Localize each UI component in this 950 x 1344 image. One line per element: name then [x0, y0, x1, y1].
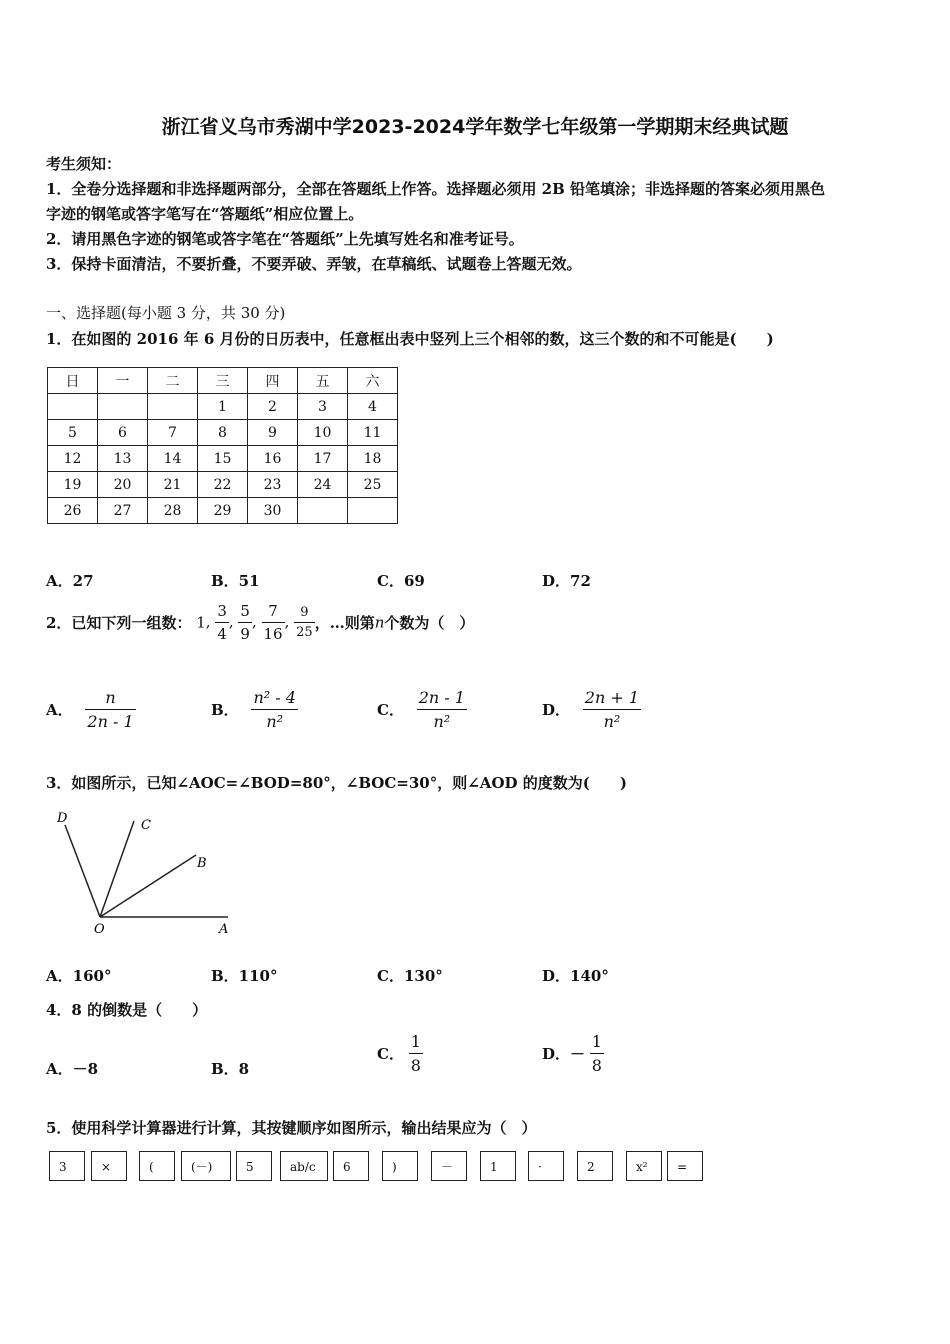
label-d: D — [57, 811, 68, 826]
calendar-cell: 2 — [248, 394, 298, 420]
calc-key: (－) — [181, 1151, 231, 1181]
calendar-table — [47, 367, 398, 524]
q2-option-b — [211, 688, 298, 731]
calendar-cell: 10 — [298, 420, 348, 446]
label-o: O — [94, 922, 105, 937]
notice-heading: 考生须知： — [46, 155, 122, 173]
calendar-cell — [348, 498, 398, 524]
calendar-header: 日 — [48, 368, 98, 394]
calc-key: 2 — [577, 1151, 613, 1181]
calendar-cell: 26 — [48, 498, 98, 524]
numerator: 1 — [410, 1032, 421, 1051]
q2-option-d — [542, 688, 641, 731]
calendar-cell: 29 — [198, 498, 248, 524]
numerator: n² - 4 — [253, 688, 296, 707]
calc-key: 6 — [333, 1151, 369, 1181]
calc-key: × — [91, 1151, 127, 1181]
notice-item: 2．请用黑色字迹的钢笔或答字笔在“答题纸”上先填写姓名和准考证号。 — [46, 230, 524, 248]
numerator: 1 — [591, 1032, 602, 1051]
q2-stem: 2．已知下列一组数： 1, $\frac{3}{4}$ , $\frac{5}{9}$ , $\frac{7}{16}$ , $\frac{9}{25}$ ，…则第n个数为（ ） — [46, 602, 475, 643]
calendar-cell: 18 — [348, 446, 398, 472]
label-b: B — [197, 856, 207, 871]
calendar-cell: 17 — [298, 446, 348, 472]
calc-key: ab/c — [280, 1151, 328, 1181]
calendar-cell: 4 — [348, 394, 398, 420]
calendar-cell: 14 — [148, 446, 198, 472]
option-label: C． — [377, 1045, 404, 1063]
option-fraction — [409, 1032, 423, 1075]
q2-first: 1 — [196, 613, 206, 632]
option-fraction — [251, 688, 297, 731]
option-label: A． — [46, 701, 73, 719]
denominator: n² — [251, 709, 297, 731]
denominator: n² — [417, 709, 467, 731]
calendar-cell: 27 — [98, 498, 148, 524]
ray-ob — [100, 855, 196, 917]
q1-option-b: B．51 — [211, 572, 260, 590]
calc-key: 1 — [480, 1151, 516, 1181]
q2-fraction — [238, 602, 252, 643]
notice-item: 1．全卷分选择题和非选择题两部分，全部在答题纸上作答。选择题必须用 2B 铅笔填涂；非选择题的答案必须用黑色 — [46, 180, 826, 198]
calendar-cell: 11 — [348, 420, 398, 446]
calendar-cell: 16 — [248, 446, 298, 472]
calendar-cell: 30 — [248, 498, 298, 524]
calendar-cell: 25 — [348, 472, 398, 498]
numerator: 2n - 1 — [418, 688, 465, 707]
denominator: 16 — [262, 622, 285, 643]
calendar-cell: 23 — [248, 472, 298, 498]
calc-key: 3 — [49, 1151, 85, 1181]
calendar-header: 四 — [248, 368, 298, 394]
calc-key: 5 — [236, 1151, 272, 1181]
q4-option-a: A．－8 — [46, 1060, 99, 1078]
calendar-cell: 22 — [198, 472, 248, 498]
calendar-cell: 19 — [48, 472, 98, 498]
q2-suffix2: 个数为（ ） — [384, 614, 475, 632]
q2-variable: n — [374, 613, 385, 632]
calendar-header: 五 — [298, 368, 348, 394]
denominator: 9 — [238, 622, 252, 643]
calendar-cell: 24 — [298, 472, 348, 498]
numerator: 5 — [240, 602, 250, 620]
q3-stem: 3．如图所示，已知∠AOC=∠BOD=80°，∠BOC=30°，则∠AOD 的度数为( ) — [46, 774, 627, 792]
calc-key: － — [431, 1151, 467, 1181]
denominator: 4 — [215, 622, 229, 643]
notice-item: 3．保持卡面清洁，不要折叠，不要弄破、弄皱，在草稿纸、试题卷上答题无效。 — [46, 255, 582, 273]
calendar-header: 二 — [148, 368, 198, 394]
calendar-cell: 6 — [98, 420, 148, 446]
option-fraction — [85, 688, 135, 731]
option-label: B． — [211, 701, 239, 719]
calc-key: = — [667, 1151, 703, 1181]
page-title: 浙江省义乌市秀湖中学2023-2024学年数学七年级第一学期期末经典试题 — [161, 116, 789, 138]
q2-option-c — [377, 688, 467, 731]
option-fraction — [417, 688, 467, 731]
q2-fraction — [262, 602, 285, 643]
calendar-header: 一 — [98, 368, 148, 394]
q1-option-d: D．72 — [542, 572, 591, 590]
q3-option-b: B．110° — [211, 967, 278, 985]
q2-prefix: 2．已知下列一组数： — [46, 614, 192, 632]
calendar-header: 六 — [348, 368, 398, 394]
q3-option-d: D．140° — [542, 967, 609, 985]
calc-key: ) — [382, 1151, 418, 1181]
option-fraction — [583, 688, 641, 731]
notice-item: 字迹的钢笔或答字笔写在“答题纸”相应位置上。 — [46, 205, 364, 223]
denominator: 25 — [294, 622, 315, 640]
q4-option-d — [542, 1032, 604, 1075]
calendar-cell: 7 — [148, 420, 198, 446]
denominator: 8 — [409, 1053, 423, 1075]
denominator: 2n - 1 — [85, 709, 135, 731]
numerator: n — [105, 688, 116, 707]
q2-suffix: ，…则第 — [314, 614, 375, 632]
q1-option-a: A．27 — [46, 572, 94, 590]
angle-figure — [48, 805, 248, 940]
calc-key: x² — [626, 1151, 662, 1181]
q1-option-c: C．69 — [377, 572, 425, 590]
q2-option-a — [46, 688, 136, 731]
option-label: D． — [542, 701, 571, 719]
option-label: C． — [377, 701, 404, 719]
calendar-cell: 15 — [198, 446, 248, 472]
calendar-cell — [48, 394, 98, 420]
q2-fraction — [215, 602, 229, 643]
numerator: 2n + 1 — [584, 688, 640, 707]
ray-oc — [100, 821, 134, 917]
calendar-cell: 3 — [298, 394, 348, 420]
calendar-cell: 20 — [98, 472, 148, 498]
numerator: 9 — [300, 605, 309, 620]
numerator: 3 — [217, 602, 227, 620]
calendar-cell: 21 — [148, 472, 198, 498]
calendar-cell: 28 — [148, 498, 198, 524]
calendar-cell — [98, 394, 148, 420]
q4-option-c — [377, 1032, 423, 1075]
q2-fraction — [294, 605, 315, 640]
calendar-cell: 9 — [248, 420, 298, 446]
numerator: 7 — [268, 602, 278, 620]
calendar-cell — [298, 498, 348, 524]
q3-option-a: A．160° — [46, 967, 112, 985]
calendar-cell: 13 — [98, 446, 148, 472]
calendar-cell: 12 — [48, 446, 98, 472]
label-c: C — [141, 818, 151, 833]
q5-stem: 5．使用科学计算器进行计算，其按键顺序如图所示，输出结果应为（ ） — [46, 1119, 537, 1137]
calendar-header: 三 — [198, 368, 248, 394]
q3-option-c: C．130° — [377, 967, 443, 985]
label-a: A — [219, 922, 229, 937]
ray-od — [65, 825, 100, 917]
q4-stem: 4．8 的倒数是（ ） — [46, 1001, 208, 1019]
calc-key: ( — [139, 1151, 175, 1181]
denominator: n² — [583, 709, 641, 731]
section-heading: 一、选择题(每小题 3 分，共 30 分) — [46, 304, 286, 322]
calendar-cell: 8 — [198, 420, 248, 446]
option-label: D．－ — [542, 1045, 586, 1063]
q1-stem: 1．在如图的 2016 年 6 月份的日历表中，任意框出表中竖列上三个相邻的数，这三个数的和不可能是( ) — [46, 330, 774, 348]
calendar-cell: 5 — [48, 420, 98, 446]
q4-option-b: B．8 — [211, 1060, 250, 1078]
denominator: 8 — [590, 1053, 604, 1075]
calendar-cell: 1 — [198, 394, 248, 420]
calc-key: · — [528, 1151, 564, 1181]
calendar-cell — [148, 394, 198, 420]
option-fraction — [590, 1032, 604, 1075]
